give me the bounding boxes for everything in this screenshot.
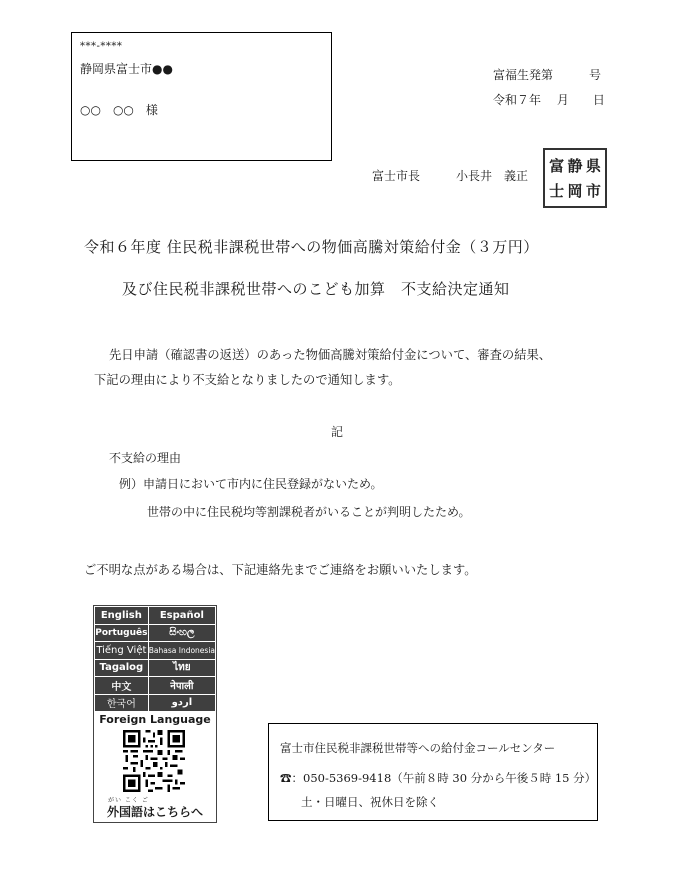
issuer-name: 富士市長 小長井 義正 — [372, 169, 529, 183]
call-center-box — [268, 723, 598, 821]
language-cell: English — [95, 607, 148, 624]
language-cell: Português — [95, 625, 148, 642]
language-cell: Tiếng Việt — [95, 642, 148, 659]
foreign-language-japanese-label: 外国語はこちらへ — [106, 805, 203, 819]
language-cell: ไทย — [149, 660, 215, 677]
document-number: 富福生発第 号 — [493, 68, 602, 82]
body-text-line1: 先日申請（確認書の返送）のあった物価高騰対策給付金について、審査の結果、 — [109, 348, 552, 362]
recipient-city: 静岡県富士市●● — [80, 62, 173, 76]
language-cell: Tagalog — [95, 660, 148, 677]
seal-char: 県 — [585, 156, 601, 175]
reason-example-2: 世帯の中に住民税均等割課税者がいることが判明したため。 — [147, 505, 471, 519]
seal-char: 岡 — [567, 182, 583, 201]
qr-code-icon[interactable] — [123, 730, 185, 792]
foreign-language-label: Foreign Language — [99, 713, 211, 726]
body-text-line2: 下記の理由により不支給となりましたので通知します。 — [94, 373, 401, 387]
call-center-hours-note: 土・日曜日、祝休日を除く — [301, 795, 439, 809]
seal-char: 士 — [549, 182, 565, 201]
ki-heading: 記 — [331, 425, 344, 439]
call-center-title: 富士市住民税非課税世帯等への給付金コールセンター — [280, 741, 556, 755]
notice-title-line1: 令和６年度 住民税非課税世帯への物価高騰対策給付金（３万円） — [84, 238, 539, 256]
language-cell: 한국어 — [95, 695, 148, 712]
document-date: 令和７年 月 日 — [493, 93, 605, 107]
phone-number-text: ：050-5369-9418（午前８時 30 分から午後５時 15 分） — [291, 771, 597, 785]
language-cell: नेपाली — [149, 677, 215, 694]
foreign-language-box[interactable] — [93, 605, 217, 823]
seal-char: 市 — [585, 182, 601, 201]
call-center-phone — [280, 770, 596, 786]
postal-code: ***-**** — [80, 41, 123, 52]
language-cell: 中文 — [95, 677, 148, 694]
language-grid — [95, 607, 215, 711]
notice-title-line2: 及び住民税非課税世帯へのこども加算 不支給決定通知 — [122, 280, 510, 298]
official-seal — [543, 148, 607, 208]
language-cell: සිංහල — [149, 625, 215, 642]
seal-char: 静 — [567, 156, 583, 175]
phone-icon: ☎ — [280, 771, 292, 785]
furigana: がい こく ご — [108, 797, 149, 804]
language-cell: Bahasa Indonesia — [149, 642, 215, 659]
reason-example-1: 例）申請日において市内に住民登録がないため。 — [119, 477, 383, 491]
inquiry-text: ご不明な点がある場合は、下記連絡先までご連絡をお願いいたします。 — [84, 563, 477, 577]
language-cell: اردو — [149, 695, 215, 712]
seal-char: 富 — [549, 156, 565, 175]
reason-heading: 不支給の理由 — [109, 451, 182, 465]
recipient-name: ○○ ○○ 様 — [80, 103, 158, 117]
language-cell: Español — [149, 607, 215, 624]
